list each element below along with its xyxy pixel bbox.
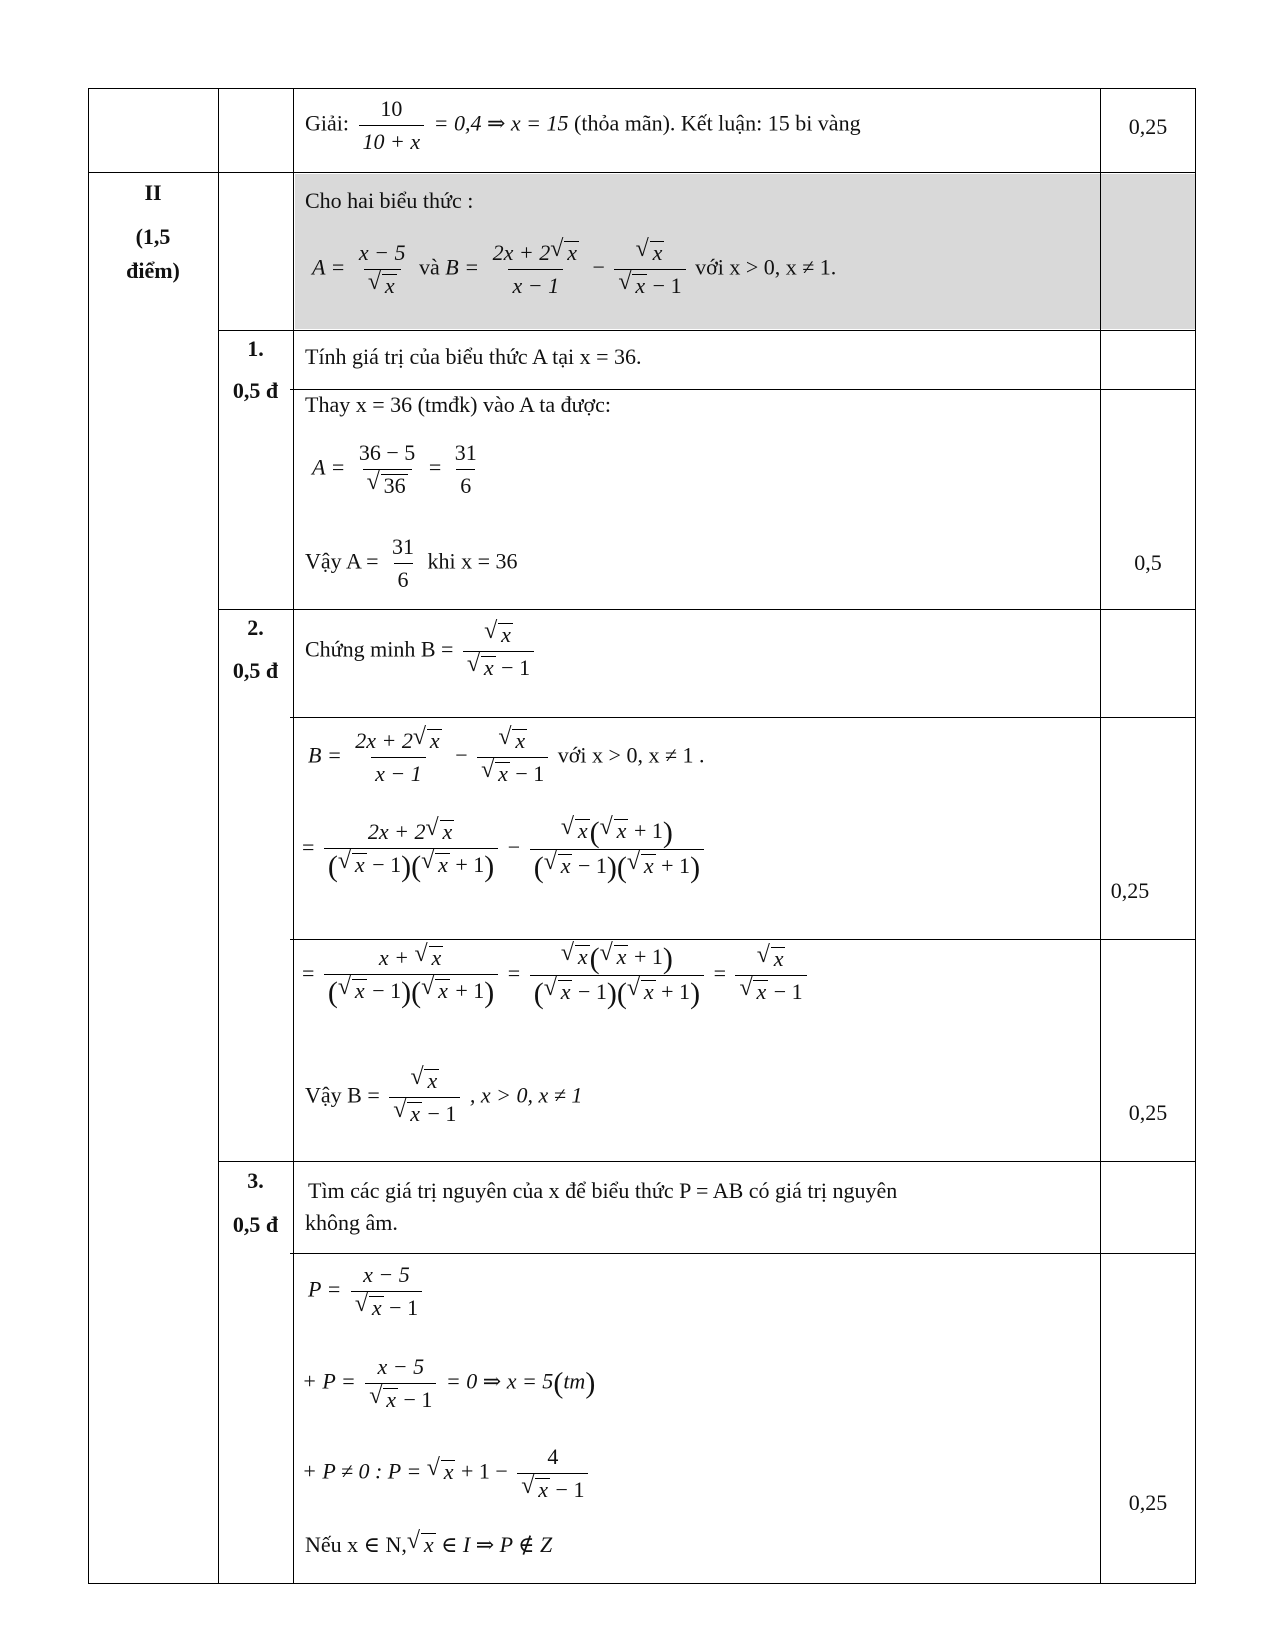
table-border-bottom [88,1583,1196,1584]
score-part2-a: 0,25 [1110,878,1150,903]
table-border-left [88,88,89,1584]
part1-points: 0,5 đ [232,378,279,403]
part1-question: Tính giá trị của biểu thức A tại x = 36. [305,344,642,369]
part2-step2: = $\frac{2x + 2√ x}{(√ x - 1)(√ x + 1)}$ − √ $\frac{x(√ x + 1)}{(√ x - 1)(√ x + 1)}$ [302,818,708,881]
part3-line1: P = x − 5 √ x − 1 [308,1262,426,1321]
part2-conclusion: Vậy B = √ x √ x − 1 , x > 0, x ≠ 1 [305,1068,582,1127]
part2-number: 2. [247,615,264,640]
row-divider [290,717,1196,718]
table-border-right [1195,88,1196,1584]
intro-line: Cho hai biểu thức : [305,188,474,213]
section-roman: II [144,180,162,205]
part3-line3: + P ≠ 0 : P = √ x + 1 − 4 √ x − 1 [302,1444,592,1503]
row-divider [290,1253,1196,1254]
intro-formula: A = x − 5 √ x và B = $\frac{2x + 2√ x}{x - 1}$ − √ x √ x − 1 với x > 0, x ≠ 1. [312,240,836,299]
part2-step3: = $\frac{x + √ x}{(√ x - 1)(√ x + 1)}$ = √ $\frac{x(√ x + 1)}{(√ x - 1)(√ x + 1)}$ = √ x √ x − 1 [302,944,811,1007]
part1-sub: Thay x = 36 (tmđk) vào A ta được: [305,392,612,417]
part2-step1: B = $\frac{2x + 2√ x}{x - 1}$ − √ x √ x − 1 với x > 0, x ≠ 1 . [308,728,705,787]
part3-number: 3. [247,1168,264,1193]
part2-question: Chứng minh B = √ x √ x − 1 [305,622,538,681]
part3-question-2: không âm. [305,1210,398,1235]
part2-points: 0,5 đ [232,658,279,683]
part1-number: 1. [247,336,264,361]
row-divider [290,389,1196,390]
row-divider [218,330,1196,331]
section-points-1: (1,5 [135,224,171,249]
score-part3: 0,25 [1128,1490,1168,1515]
part3-question-1: Tìm các giá trị nguyên của x để biểu thức P = AB có giá trị nguyên [308,1178,898,1203]
part3-line2: + P = x − 5 √ x − 1 = 0 ⇒ x = 5(tm) [302,1354,595,1413]
section-points-2: điểm) [126,258,180,283]
score-row0: 0,25 [1128,114,1168,139]
column-divider [218,88,219,1584]
score-part1: 0,5 [1134,550,1162,575]
row-divider [88,172,1196,173]
column-divider [293,88,294,1584]
part3-points: 0,5 đ [232,1212,279,1237]
score-part2-b: 0,25 [1128,1100,1168,1125]
row-divider [290,939,1196,940]
row-divider [218,1161,1196,1162]
part1-calc: A = 36 − 5 √ 36 = $\frac{31}{6}$ [312,440,485,499]
row-divider [218,609,1196,610]
column-divider [1100,88,1101,1584]
row0-solution: Giải: $\frac{10}{10 + x}$ = 0,4 ⇒ x = 15 (thỏa mãn). Kết luận: 15 bi vàng [305,96,861,154]
part1-conclusion: Vậy A = $\frac{31}{6}$ khi x = 36 [305,534,518,592]
part3-line4: Nếu x ∈ N,√ x ∈ I ⇒ P ∉ Z [305,1532,552,1558]
table-border-top [88,88,1196,89]
